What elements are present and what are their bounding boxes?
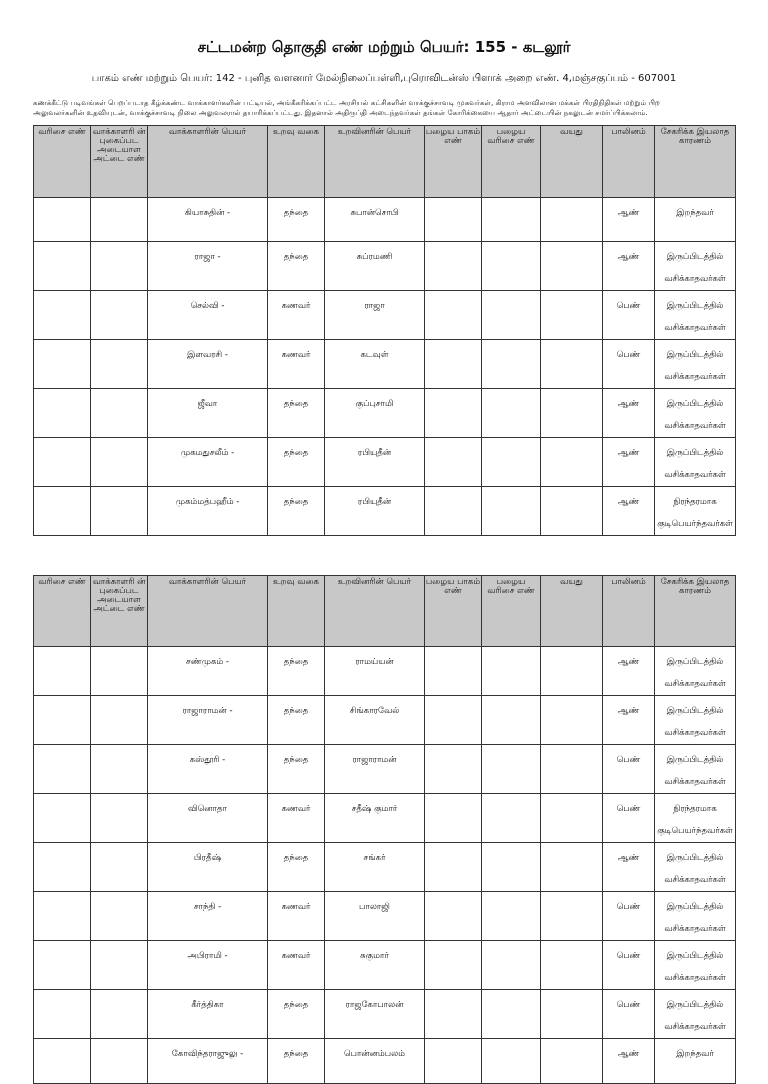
age-cell bbox=[541, 242, 603, 291]
reason-line-2: வசிக்காதவர்கள் bbox=[664, 924, 726, 934]
relation-type-cell: கணவர் bbox=[268, 794, 325, 843]
table-row bbox=[34, 941, 736, 990]
relation-type-cell: தந்தை bbox=[268, 745, 325, 794]
relative-name-cell: குப்புசாமி bbox=[325, 389, 425, 438]
relation-type-cell: தந்தை bbox=[268, 487, 325, 536]
gender-cell: ஆண் bbox=[603, 389, 655, 438]
col-age-header: வயது bbox=[541, 576, 603, 647]
old-part-cell bbox=[425, 198, 482, 242]
reason-line-1: இருப்பிடத்தில் bbox=[666, 252, 724, 263]
table-row bbox=[34, 647, 736, 696]
reason-line-2: வசிக்காதவர்கள் bbox=[664, 777, 726, 787]
relative-name-cell: சுப்ரமணி bbox=[325, 242, 425, 291]
reason-cell bbox=[655, 941, 736, 990]
voter-table-1 bbox=[33, 125, 736, 536]
col-reason-header: சேகரிக்க இயலாத காரணம் bbox=[655, 576, 736, 647]
serial-cell bbox=[34, 745, 91, 794]
voter-name-cell: சாந்தி - bbox=[148, 892, 268, 941]
relation-type-cell: தந்தை bbox=[268, 242, 325, 291]
relation-type-cell: தந்தை bbox=[268, 696, 325, 745]
col-epic-header: வாக்காளரி ன் புகைப்பட அடையாள அட்டை எண் bbox=[91, 576, 148, 647]
gender-cell: ஆண் bbox=[603, 438, 655, 487]
relative-name-cell: ராஜாராமன் bbox=[325, 745, 425, 794]
reason-line-1: இருப்பிடத்தில் bbox=[666, 951, 724, 961]
relation-type-cell: தந்தை bbox=[268, 198, 325, 242]
reason-cell bbox=[655, 794, 736, 843]
old-part-cell bbox=[425, 745, 482, 794]
reason-line-2: வசிக்காதவர்கள் bbox=[664, 679, 726, 689]
table-row bbox=[34, 1039, 736, 1084]
reason-line-2: வசிக்காதவர்கள் bbox=[664, 1022, 726, 1032]
old-serial-cell bbox=[482, 892, 541, 941]
voter-name-cell: முகம்மத்பஹீம் - bbox=[148, 487, 268, 536]
constituency-title: சட்டமன்ற தொகுதி எண் மற்றும் பெயர்: 155 - கடலூர் bbox=[197, 38, 571, 56]
voter-name-cell: ஜீவா bbox=[148, 389, 268, 438]
reason-cell bbox=[655, 291, 736, 340]
table-body bbox=[34, 647, 736, 1084]
age-cell bbox=[541, 941, 603, 990]
reason-line-1: இருப்பிடத்தில் bbox=[666, 853, 724, 863]
epic-cell bbox=[91, 794, 148, 843]
epic-cell bbox=[91, 843, 148, 892]
old-part-cell bbox=[425, 291, 482, 340]
old-serial-cell bbox=[482, 389, 541, 438]
serial-cell bbox=[34, 696, 91, 745]
age-cell bbox=[541, 892, 603, 941]
note-line-1: கணக்கீட்டு படிவங்கள் பெறப்படாத கீழ்க்கண்ட வாக்காளர்களின் பட்டியல், அங்கீகரிக்கப்பட்ட அரசியல் கட்சிகளின் வாக்குச்சாவடி முகவர்கள், கிராம அளவிலான மக்கள் பிரதிநிதிகள் மற்றும் பிற bbox=[33, 98, 660, 107]
reason-cell bbox=[655, 647, 736, 696]
voter-name-cell: முகமதுசலீம் - bbox=[148, 438, 268, 487]
old-serial-cell bbox=[482, 242, 541, 291]
serial-cell bbox=[34, 438, 91, 487]
col-serial-header: வரிசை எண் bbox=[34, 126, 91, 198]
old-part-cell bbox=[425, 487, 482, 536]
voter-name-cell: அபிராமி - bbox=[148, 941, 268, 990]
col-old-serial-header: பழைய வரிசை எண் bbox=[482, 126, 541, 198]
reason-line-1: இருப்பிடத்தில் bbox=[666, 1000, 724, 1010]
reason-cell bbox=[655, 242, 736, 291]
epic-cell bbox=[91, 647, 148, 696]
serial-cell bbox=[34, 487, 91, 536]
age-cell bbox=[541, 198, 603, 242]
col-epic-header: வாக்காளரி ன் புகைப்பட அடையாள அட்டை எண் bbox=[91, 126, 148, 198]
gender-cell: ஆண் bbox=[603, 843, 655, 892]
old-serial-cell bbox=[482, 941, 541, 990]
voter-name-cell: ராஜா - bbox=[148, 242, 268, 291]
old-serial-cell bbox=[482, 647, 541, 696]
old-part-cell bbox=[425, 1039, 482, 1084]
relative-name-cell: பாலாஜி bbox=[325, 892, 425, 941]
old-part-cell bbox=[425, 340, 482, 389]
voter-name-cell: இளவரசி - bbox=[148, 340, 268, 389]
relation-type-cell: கணவர் bbox=[268, 340, 325, 389]
col-gender-header: பாலினம் bbox=[603, 126, 655, 198]
reason-line-1: நிரந்தரமாக bbox=[673, 804, 717, 814]
relation-type-cell: கணவர் bbox=[268, 892, 325, 941]
gender-cell: பெண் bbox=[603, 291, 655, 340]
col-relative-header: உறவினரின் பெயர் bbox=[325, 126, 425, 198]
table-row bbox=[34, 389, 736, 438]
voter-table-2 bbox=[33, 575, 736, 1084]
age-cell bbox=[541, 745, 603, 794]
voter-name-cell: கஸ்தூரி - bbox=[148, 745, 268, 794]
serial-cell bbox=[34, 941, 91, 990]
serial-cell bbox=[34, 990, 91, 1039]
gender-cell: பெண் bbox=[603, 892, 655, 941]
reason-cell bbox=[655, 990, 736, 1039]
col-relative-header: உறவினரின் பெயர் bbox=[325, 576, 425, 647]
col-relation-header: உறவு வகை bbox=[268, 576, 325, 647]
epic-cell bbox=[91, 242, 148, 291]
old-part-cell bbox=[425, 892, 482, 941]
reason-line-2: வசிக்காதவர்கள் bbox=[664, 372, 726, 383]
serial-cell bbox=[34, 892, 91, 941]
reason-line-2: வசிக்காதவர்கள் bbox=[664, 875, 726, 885]
reason-line-2: வசிக்காதவர்கள் bbox=[664, 728, 726, 738]
relation-type-cell: கணவர் bbox=[268, 941, 325, 990]
reason-line-1: இருப்பிடத்தில் bbox=[666, 350, 724, 361]
serial-cell bbox=[34, 340, 91, 389]
reason-cell bbox=[655, 892, 736, 941]
epic-cell bbox=[91, 745, 148, 794]
table-body bbox=[34, 198, 736, 536]
old-serial-cell bbox=[482, 487, 541, 536]
reason-cell bbox=[655, 389, 736, 438]
serial-cell bbox=[34, 198, 91, 242]
gender-cell: ஆண் bbox=[603, 242, 655, 291]
old-part-cell bbox=[425, 941, 482, 990]
reason-line-2: வசிக்காதவர்கள் bbox=[664, 470, 726, 481]
serial-cell bbox=[34, 242, 91, 291]
relative-name-cell: சிங்காரவேல் bbox=[325, 696, 425, 745]
col-gender-header: பாலினம் bbox=[603, 576, 655, 647]
voter-name-cell: செல்வி - bbox=[148, 291, 268, 340]
epic-cell bbox=[91, 892, 148, 941]
old-part-cell bbox=[425, 647, 482, 696]
reason-cell bbox=[655, 438, 736, 487]
col-old-serial-header: பழைய வரிசை எண் bbox=[482, 576, 541, 647]
age-cell bbox=[541, 647, 603, 696]
epic-cell bbox=[91, 990, 148, 1039]
epic-cell bbox=[91, 487, 148, 536]
reason-cell bbox=[655, 198, 736, 242]
old-serial-cell bbox=[482, 990, 541, 1039]
col-relation-header: உறவு வகை bbox=[268, 126, 325, 198]
old-serial-cell bbox=[482, 438, 541, 487]
note-line-2: அலுவலர்களின் உதவியுடன், வாக்குச்சாவடி நிலை அலுவலரால் தயாரிக்கப்பட்டது. இதனால் அதிருப்தி அடைந்தவர்கள் தங்கள் கோரிக்கையை ஆதார் அட்டையின் நகலுடன் சமர்ப்பிக்கலாம். bbox=[33, 108, 648, 117]
gender-cell: ஆண் bbox=[603, 696, 655, 745]
serial-cell bbox=[34, 291, 91, 340]
age-cell bbox=[541, 1039, 603, 1084]
old-part-cell bbox=[425, 794, 482, 843]
old-part-cell bbox=[425, 438, 482, 487]
age-cell bbox=[541, 438, 603, 487]
serial-cell bbox=[34, 1039, 91, 1084]
reason-line-2: குடிபெயர்ந்தவர்கள் bbox=[657, 826, 733, 836]
part-subtitle: பாகம் எண் மற்றும் பெயர்: 142 - புனித வளனார் மேல்நிலைப்பள்ளி,புரொவிடன்ஸ் பிளாக் அறை எண். 4,மஞ்சகுப்பம் - 607001 bbox=[91, 73, 677, 84]
old-serial-cell bbox=[482, 198, 541, 242]
age-cell bbox=[541, 990, 603, 1039]
voter-name-cell: ராஜாராமன் - bbox=[148, 696, 268, 745]
reason-line-2: வசிக்காதவர்கள் bbox=[664, 973, 726, 983]
relation-type-cell: தந்தை bbox=[268, 843, 325, 892]
relation-type-cell: தந்தை bbox=[268, 990, 325, 1039]
epic-cell bbox=[91, 198, 148, 242]
col-reason-header: சேகரிக்க இயலாத காரணம் bbox=[655, 126, 736, 198]
reason-line-1: நிரந்தரமாக bbox=[673, 497, 717, 508]
reason-cell bbox=[655, 1039, 736, 1084]
col-name-header: வாக்காளரின் பெயர் bbox=[148, 126, 268, 198]
age-cell bbox=[541, 487, 603, 536]
voter-name-cell: வினொதா bbox=[148, 794, 268, 843]
voter-name-cell: பிரதீஷ் bbox=[148, 843, 268, 892]
old-serial-cell bbox=[482, 291, 541, 340]
reason-cell bbox=[655, 843, 736, 892]
gender-cell: ஆண் bbox=[603, 487, 655, 536]
relation-type-cell: தந்தை bbox=[268, 389, 325, 438]
table-row bbox=[34, 696, 736, 745]
old-part-cell bbox=[425, 242, 482, 291]
table-row bbox=[34, 487, 736, 536]
relation-type-cell: கணவர் bbox=[268, 291, 325, 340]
instruction-note bbox=[33, 98, 743, 118]
relative-name-cell: பொன்னம்பலம் bbox=[325, 1039, 425, 1084]
serial-cell bbox=[34, 794, 91, 843]
col-old-part-header: பழைய பாகம் எண் bbox=[425, 576, 482, 647]
table-row bbox=[34, 438, 736, 487]
epic-cell bbox=[91, 340, 148, 389]
reason-line-2: குடிபெயர்ந்தவர்கள் bbox=[657, 519, 733, 530]
table-row bbox=[34, 198, 736, 242]
gender-cell: ஆண் bbox=[603, 198, 655, 242]
epic-cell bbox=[91, 438, 148, 487]
old-serial-cell bbox=[482, 340, 541, 389]
reason-line-1: இருப்பிடத்தில் bbox=[666, 448, 724, 459]
reason-line-2: வசிக்காதவர்கள் bbox=[664, 274, 726, 285]
table-row bbox=[34, 843, 736, 892]
table-row bbox=[34, 990, 736, 1039]
gender-cell: ஆண் bbox=[603, 1039, 655, 1084]
table-row bbox=[34, 340, 736, 389]
epic-cell bbox=[91, 941, 148, 990]
epic-cell bbox=[91, 291, 148, 340]
old-serial-cell bbox=[482, 696, 541, 745]
age-cell bbox=[541, 340, 603, 389]
col-age-header: வயது bbox=[541, 126, 603, 198]
age-cell bbox=[541, 389, 603, 438]
age-cell bbox=[541, 696, 603, 745]
epic-cell bbox=[91, 389, 148, 438]
relative-name-cell: சுபான்சொபி bbox=[325, 198, 425, 242]
table-row bbox=[34, 242, 736, 291]
relative-name-cell: ராமய்யன் bbox=[325, 647, 425, 696]
old-part-cell bbox=[425, 389, 482, 438]
table-row bbox=[34, 794, 736, 843]
reason-line-1: இருப்பிடத்தில் bbox=[666, 657, 724, 667]
relative-name-cell: கடவுள் bbox=[325, 340, 425, 389]
relative-name-cell: சுகுமார் bbox=[325, 941, 425, 990]
col-old-part-header: பழைய பாகம் எண் bbox=[425, 126, 482, 198]
reason-line-1: இருப்பிடத்தில் bbox=[666, 706, 724, 716]
age-cell bbox=[541, 843, 603, 892]
relation-type-cell: தந்தை bbox=[268, 1039, 325, 1084]
epic-cell bbox=[91, 696, 148, 745]
relative-name-cell: சங்கர் bbox=[325, 843, 425, 892]
gender-cell: பெண் bbox=[603, 745, 655, 794]
voter-name-cell: கோவிந்தராஜுலு - bbox=[148, 1039, 268, 1084]
gender-cell: பெண் bbox=[603, 990, 655, 1039]
relative-name-cell: ரபியுதீன் bbox=[325, 438, 425, 487]
gender-cell: ஆண் bbox=[603, 647, 655, 696]
old-part-cell bbox=[425, 696, 482, 745]
gender-cell: பெண் bbox=[603, 340, 655, 389]
serial-cell bbox=[34, 389, 91, 438]
epic-cell bbox=[91, 1039, 148, 1084]
reason-line-1: இருப்பிடத்தில் bbox=[666, 301, 724, 312]
col-name-header: வாக்காளரின் பெயர் bbox=[148, 576, 268, 647]
old-serial-cell bbox=[482, 843, 541, 892]
reason-cell bbox=[655, 340, 736, 389]
reason-line-1: இருப்பிடத்தில் bbox=[666, 902, 724, 912]
relation-type-cell: தந்தை bbox=[268, 647, 325, 696]
table-row bbox=[34, 745, 736, 794]
old-part-cell bbox=[425, 990, 482, 1039]
relative-name-cell: ராஜகோபாலன் bbox=[325, 990, 425, 1039]
serial-cell bbox=[34, 647, 91, 696]
gender-cell: பெண் bbox=[603, 941, 655, 990]
table-header-row bbox=[34, 576, 736, 647]
age-cell bbox=[541, 794, 603, 843]
reason-cell bbox=[655, 745, 736, 794]
relative-name-cell: ரபியுதீன் bbox=[325, 487, 425, 536]
age-cell bbox=[541, 291, 603, 340]
reason-line-2: வசிக்காதவர்கள் bbox=[664, 323, 726, 334]
reason-line-1: இருப்பிடத்தில் bbox=[666, 399, 724, 410]
old-serial-cell bbox=[482, 745, 541, 794]
gender-cell: பெண் bbox=[603, 794, 655, 843]
reason-cell bbox=[655, 696, 736, 745]
old-serial-cell bbox=[482, 794, 541, 843]
voter-name-cell: சண்முகம் - bbox=[148, 647, 268, 696]
reason-line-2: வசிக்காதவர்கள் bbox=[664, 421, 726, 432]
voter-name-cell: கியாசுதின் - bbox=[148, 198, 268, 242]
relative-name-cell: சதீஷ் குமார் bbox=[325, 794, 425, 843]
relation-type-cell: தந்தை bbox=[268, 438, 325, 487]
reason-line-1: இறந்தவர் bbox=[676, 208, 714, 218]
relative-name-cell: ராஜா bbox=[325, 291, 425, 340]
table-row bbox=[34, 892, 736, 941]
reason-line-1: இறந்தவர் bbox=[676, 1049, 714, 1059]
table-row bbox=[34, 291, 736, 340]
voter-name-cell: கீர்த்திகா bbox=[148, 990, 268, 1039]
old-serial-cell bbox=[482, 1039, 541, 1084]
old-part-cell bbox=[425, 843, 482, 892]
reason-line-1: இருப்பிடத்தில் bbox=[666, 755, 724, 765]
serial-cell bbox=[34, 843, 91, 892]
table-header-row bbox=[34, 126, 736, 198]
col-serial-header: வரிசை எண் bbox=[34, 576, 91, 647]
reason-cell bbox=[655, 487, 736, 536]
